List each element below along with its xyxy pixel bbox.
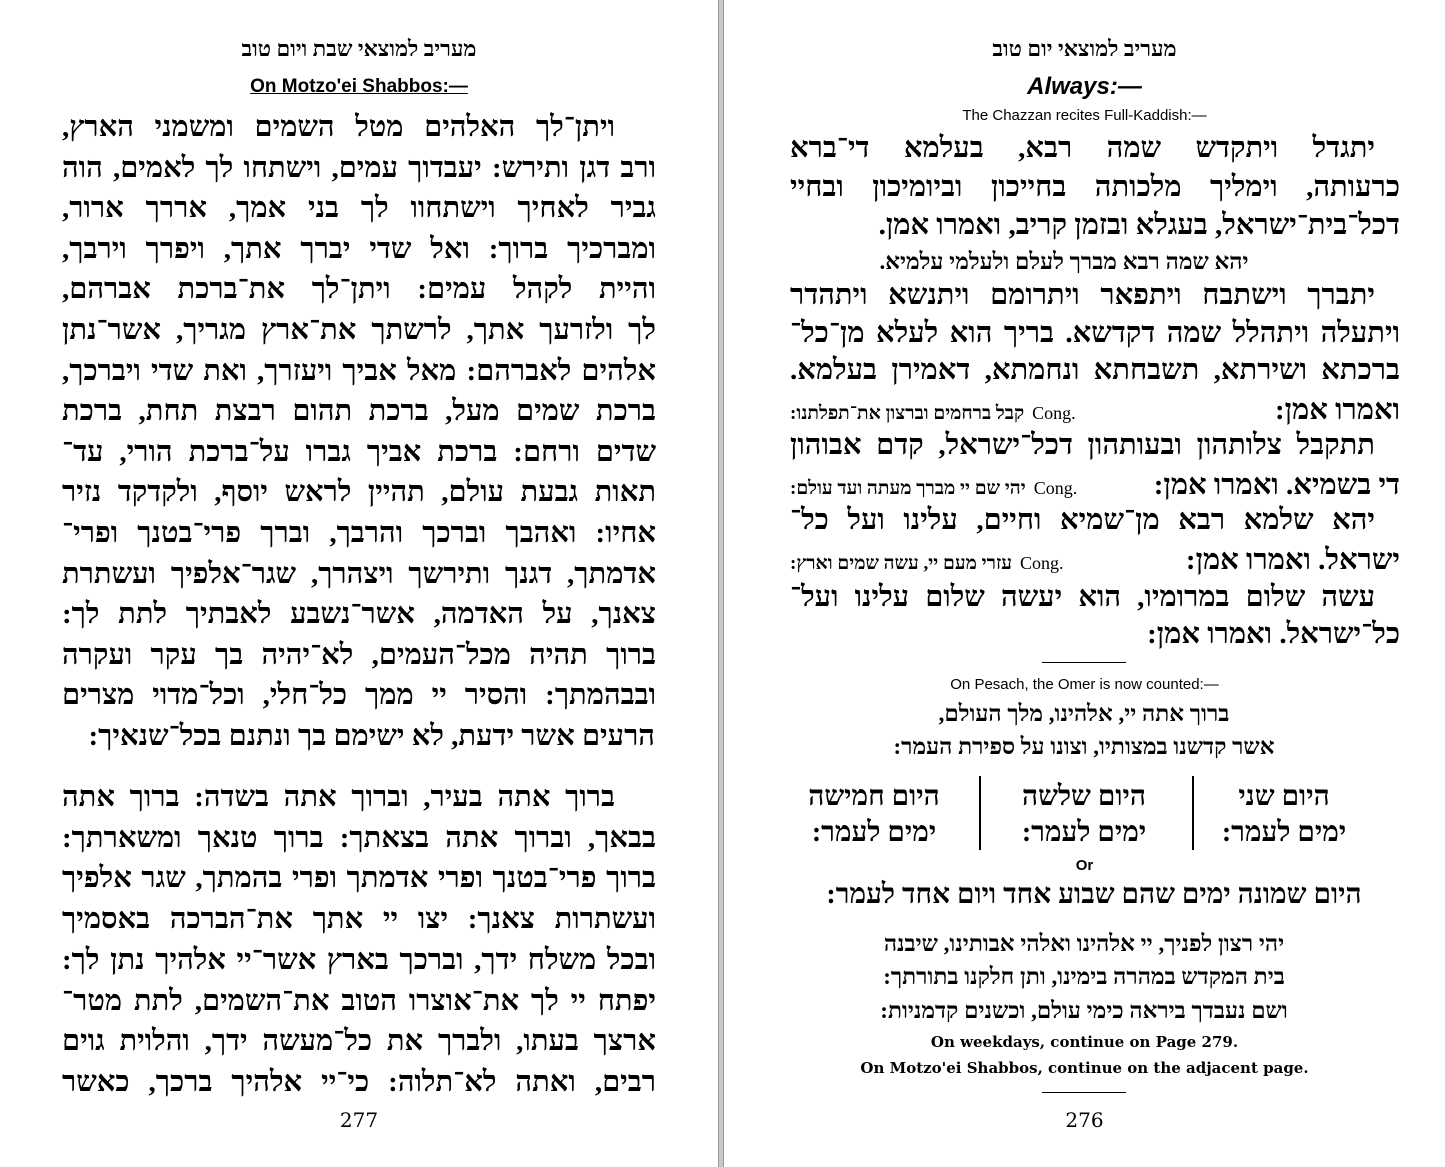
- text-line: ועשתרות צאנך: יצו יי אתך את־הברכה באסמיך: [62, 903, 656, 936]
- text-line: יפתח יי לך את־אוצרו הטוב את־השמים, לתת מטר־: [62, 984, 656, 1017]
- yehi-ratzon-line: יהי רצון לפניך, יי אלהינו ואלהי אבותינו, שיבנה: [883, 931, 1285, 956]
- note-weekdays: On weekdays, continue on Page 279.: [930, 1033, 1239, 1051]
- text-line: ברוך תהיה מכל־העמים, לא־יהיה בך עקר ועקרה: [62, 638, 656, 671]
- text-line: אלהים לאברהם: מאל אביך ויעזרך, ואת שדי ויברכך,: [62, 354, 656, 387]
- omer-count-line: ימים לעמר:: [811, 817, 937, 848]
- congregation-response-line: יהא שמה רבא מברך לעלם ולעלמי עלמיא.: [879, 249, 1249, 274]
- text-line: ומברכיך ברוך: ואל שדי יברך אתך, ויפרך וירבך,: [62, 232, 656, 265]
- text-line: עשה שלום במרומיו, הוא יעשה שלום עלינו ועל־: [790, 581, 1375, 613]
- text-line: ובבהמתך: והסיר יי ממך כל־חלי, וכל־מדוי מצרים: [62, 679, 656, 712]
- text-line: תתקבל צלותהון ובעותהון דכל־ישראל, קדם אבוהון: [790, 429, 1375, 461]
- page-number: 277: [339, 1108, 379, 1132]
- omer-count-line: ימים לעמר:: [1221, 817, 1347, 848]
- kaddish-text: ואמרו אמן:: [1274, 394, 1400, 426]
- divider-rule: [1042, 662, 1126, 663]
- divider-rule: [1042, 1092, 1126, 1093]
- text-line: ברכת שמים מעל, ברכת תהום רבצת תחת, ברכת: [62, 395, 656, 428]
- text-line: כרעותה, וימליך מלכותה בחייכון וביומיכון ובחיי: [790, 171, 1400, 203]
- yehi-ratzon-line: בית המקדש במהרה בימינו, ותן חלקנו בתורתך:: [883, 964, 1285, 989]
- text-line: יתברך וישתבח ויתפאר ויתרומם ויתנשא ויתהדר: [790, 279, 1375, 311]
- omer-count-day-5: [784, 779, 964, 851]
- text-line: ורב דגן ותירש: יעבדוך עמים, וישתחו לך לאמים, הוה: [62, 151, 656, 184]
- omer-count-day-3: [994, 779, 1174, 851]
- text-line: ברכתא ושירתא, תשבחתא ונחמתא, דאמירן בעלמא.: [790, 354, 1400, 386]
- text-line: גביר לאחיך וישתחוו לך בני אמך, אררך ארור,: [62, 192, 656, 225]
- text-line: אדמתך, דגנך ותירשך ויצהרך, שגר־אלפיך ועשתרת: [62, 557, 656, 590]
- right-page: [724, 0, 1445, 1167]
- text-line: ויתן־לך האלהים מטל השמים ומשמני הארץ,: [62, 111, 615, 143]
- text-line: תאות גבעת עולם, תהיין לראש יוסף, ולקדקד נזיר: [62, 476, 656, 509]
- omer-blessing-line: ברוך אתה יי, אלהינו, מלך העולם,: [938, 701, 1230, 726]
- text-line: הרעים אשר ידעת, לא ישימם בך ונתנם בכל־שנאיך:: [88, 720, 655, 752]
- omer-count-line: היום שלשה: [1022, 781, 1146, 812]
- kaddish-response-line: [790, 465, 1400, 505]
- text-line: ובכל משלח ידך, וברכך בארץ אשר־יי אלהיך נתן לך:: [62, 943, 656, 976]
- text-line: ויתעלה ויתהלל שמה דקדשא. בריך הוא לעלא מן־כל־: [790, 317, 1400, 349]
- cong-label: Cong.: [1033, 478, 1078, 498]
- running-head: מעריב למוצאי יום טוב: [992, 36, 1177, 61]
- left-page: [0, 0, 718, 1167]
- cong-response-text: יהי שם יי מברך מעתה ועד עולם:: [790, 478, 1026, 499]
- text-line: ברוך אתה בעיר, וברוך אתה בשדה: ברוך אתה: [62, 781, 615, 813]
- or-label: Or: [1075, 857, 1094, 874]
- column-divider: [1192, 776, 1194, 850]
- omer-count-line: ימים לעמר:: [1021, 817, 1147, 848]
- yehi-ratzon-line: ושם נעבדך ביראה כימי עולם, וכשנים קדמניות:: [880, 998, 1288, 1023]
- text-line: ברוך פרי־בטנך ופרי אדמתך ופרי בהמתך, שגר אלפיך: [62, 862, 656, 895]
- section-heading-text: On Motzo'ei Shabbos:—: [250, 76, 468, 97]
- kaddish-response-line: [790, 540, 1400, 580]
- text-line: ארצך בעתו, ולברך את כל־מעשה ידך, והלוית גוים: [62, 1025, 656, 1058]
- text-line: שדים ורחם: ברכת אביך גברו על־ברכת הורי, עד־: [62, 435, 656, 468]
- section-heading: [0, 76, 718, 98]
- cong-response-text: קבל ברחמים וברצון את־תפלתנו:: [790, 403, 1025, 424]
- section-heading: Always:—: [1027, 73, 1142, 100]
- running-head: מעריב למוצאי שבת ויום טוב: [241, 36, 477, 61]
- text-line: והיית לקהל עמים: ויתן־לך את־ברכת אברהם,: [62, 273, 656, 306]
- omer-count-line: היום חמישה: [808, 781, 940, 812]
- text-line: יתגדל ויתקדש שמה רבא, בעלמא די־ברא: [790, 132, 1375, 164]
- cong-label: Cong.: [1032, 403, 1076, 423]
- text-line: כל־ישראל. ואמרו אמן:: [1147, 618, 1400, 650]
- cong-label: Cong.: [1020, 553, 1064, 573]
- kaddish-text: ישראל. ואמרו אמן:: [1185, 544, 1400, 576]
- text-line: צאנך, על האדמה, אשר־נשבע לאבתיך לתת לך:: [62, 598, 656, 631]
- column-divider: [979, 776, 981, 850]
- kaddish-text: די בשמיא. ואמרו אמן:: [1153, 469, 1400, 501]
- text-line: בבאך, וברוך אתה בצאתך: ברוך טנאך ומשארתך:: [62, 821, 656, 854]
- text-line: יהא שלמא רבא מן־שמיא וחיים, עלינו ועל כל־: [790, 504, 1375, 536]
- page-number: 276: [1065, 1108, 1104, 1132]
- kaddish-response-line: [790, 390, 1400, 430]
- instruction-text: The Chazzan recites Full-Kaddish:—: [962, 107, 1207, 124]
- omer-count-day-2: [1194, 779, 1374, 851]
- text-line: אחיו: ואהבך וברכך והרבך, וברך פרי־בטנך ופרי־: [62, 517, 656, 549]
- text-line: לך ולזרעך אתך, לרשתך את־ארץ מגריך, אשר־נתן: [62, 314, 656, 346]
- omer-heading: On Pesach, the Omer is now counted:—: [950, 676, 1219, 693]
- omer-blessing-line: אשר קדשנו במצותיו, וצונו על ספירת העמר:: [893, 734, 1275, 759]
- note-motzoei-shabbos: On Motzo'ei Shabbos, continue on the adjacent page.: [860, 1059, 1309, 1077]
- text-line: דכל־בית־ישראל, בעגלא ובזמן קריב, ואמרו אמן.: [878, 209, 1400, 241]
- omer-count-alternative: היום שמונה ימים שהם שבוע אחד ויום אחד לעמר:: [826, 879, 1362, 910]
- text-line: רבים, ואתה לא־תלוה: כי־יי אלהיך ברכך, כאשר: [62, 1065, 656, 1098]
- omer-count-line: היום שני: [1238, 781, 1330, 812]
- cong-response-text: עזרי מעם יי, עשה שמים וארץ:: [790, 553, 1013, 574]
